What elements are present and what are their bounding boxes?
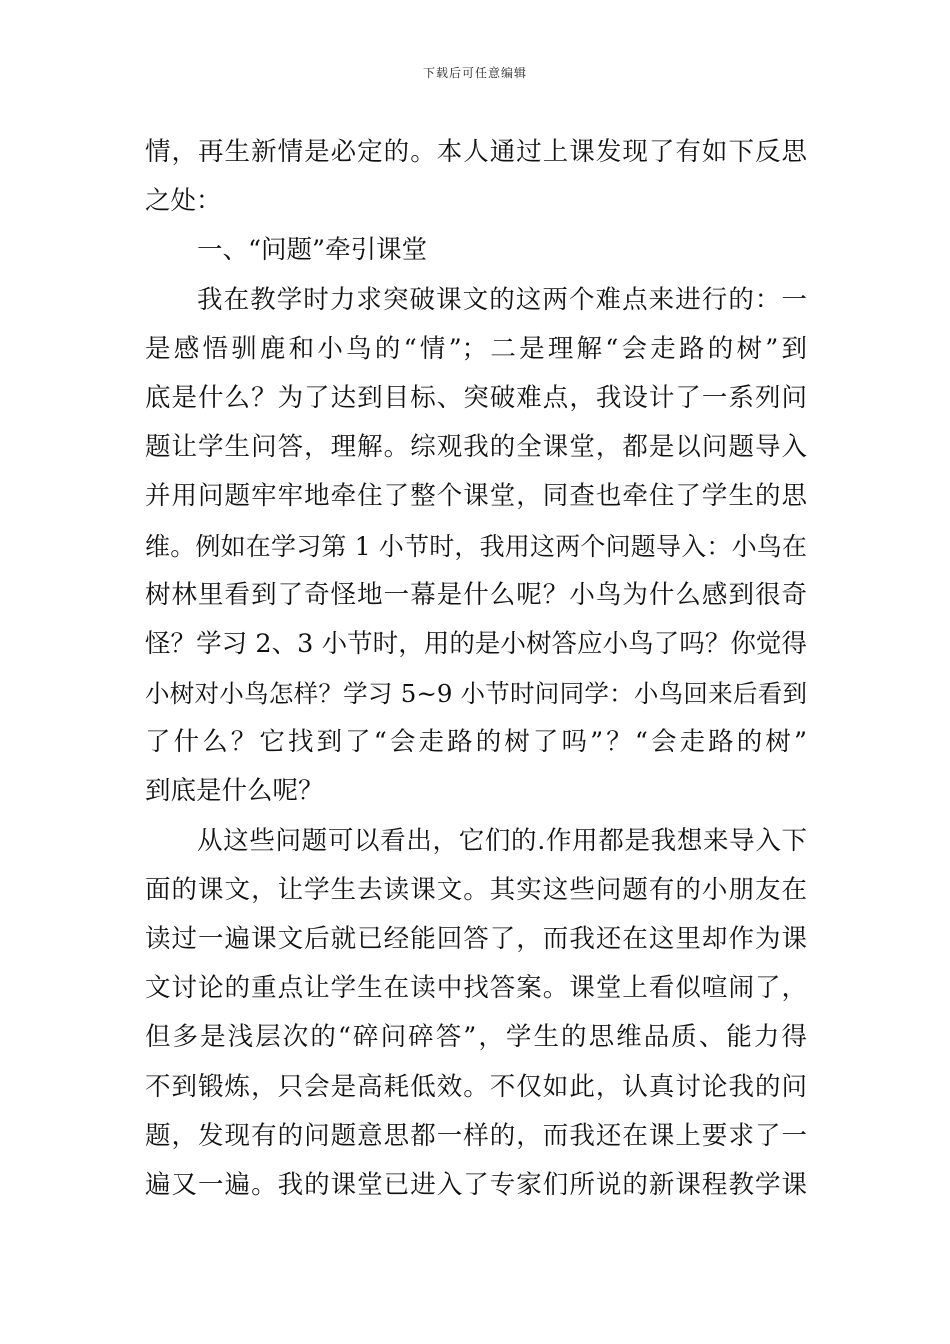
text-line: 了什么？它找到了“会走路的树了吗”？“会走路的树” [145, 727, 807, 758]
text-line: 之处： [145, 186, 222, 217]
text-line: 遍又一遍。我的课堂已进入了专家们所说的新课程教学课 [145, 1169, 807, 1200]
text-line: 题，发现有的问题意思都一样的，而我还在课上要求了一 [145, 1120, 807, 1151]
text-line: 面的课文，让学生去读课文。其实这些问题有的小朋友在 [145, 874, 807, 905]
text-line: 维。例如在学习第 1 小节时，我用这两个问题导入：小鸟在 [145, 531, 807, 561]
text-line: 树林里看到了奇怪地一幕是什么呢？小鸟为什么感到很奇 [145, 579, 807, 610]
page-header: 下载后可任意编辑 [422, 66, 527, 80]
text-line: 一、“问题”牵引课堂 [197, 235, 428, 266]
text-line: 情，再生新情是必定的。本人通过上课发现了有如下反思 [145, 137, 807, 167]
text-line: 文讨论的重点让学生在读中找答案。课堂上看似喧闹了， [145, 973, 807, 1004]
text-line: 不到锻炼，只会是高耗低效。不仅如此，认真讨论我的问 [145, 1071, 807, 1102]
text-line: 怪？学习 2、3 小节时，用的是小树答应小鸟了吗？你觉得 [145, 628, 807, 659]
text-line: 底是什么？为了达到目标、突破难点，我设计了一系列问 [145, 382, 807, 413]
text-line: 读过一遍课文后就已经能回答了，而我还在这里却作为课 [145, 924, 807, 954]
text-line: 小树对小鸟怎样？学习 5~9 小节时问同学：小鸟回来后看到 [145, 679, 807, 709]
text-line: 到底是什么呢？ [145, 776, 324, 807]
text-line: 并用问题牢牢地牵住了整个课堂，同查也牵住了学生的思 [145, 481, 807, 512]
text-line: 从这些问题可以看出，它们的.作用都是我想来导入下 [197, 825, 807, 856]
text-line: 我在教学时力求突破课文的这两个难点来进行的：一 [197, 284, 807, 315]
text-line: 但多是浅层次的“碎问碎答”，学生的思维品质、能力得 [145, 1022, 807, 1053]
text-line: 题让学生问答，理解。综观我的全课堂，都是以问题导入 [145, 432, 807, 463]
body-text [145, 128, 807, 1210]
text-line: 是感悟驯鹿和小鸟的“情”；二是理解“会走路的树”到 [145, 333, 807, 364]
